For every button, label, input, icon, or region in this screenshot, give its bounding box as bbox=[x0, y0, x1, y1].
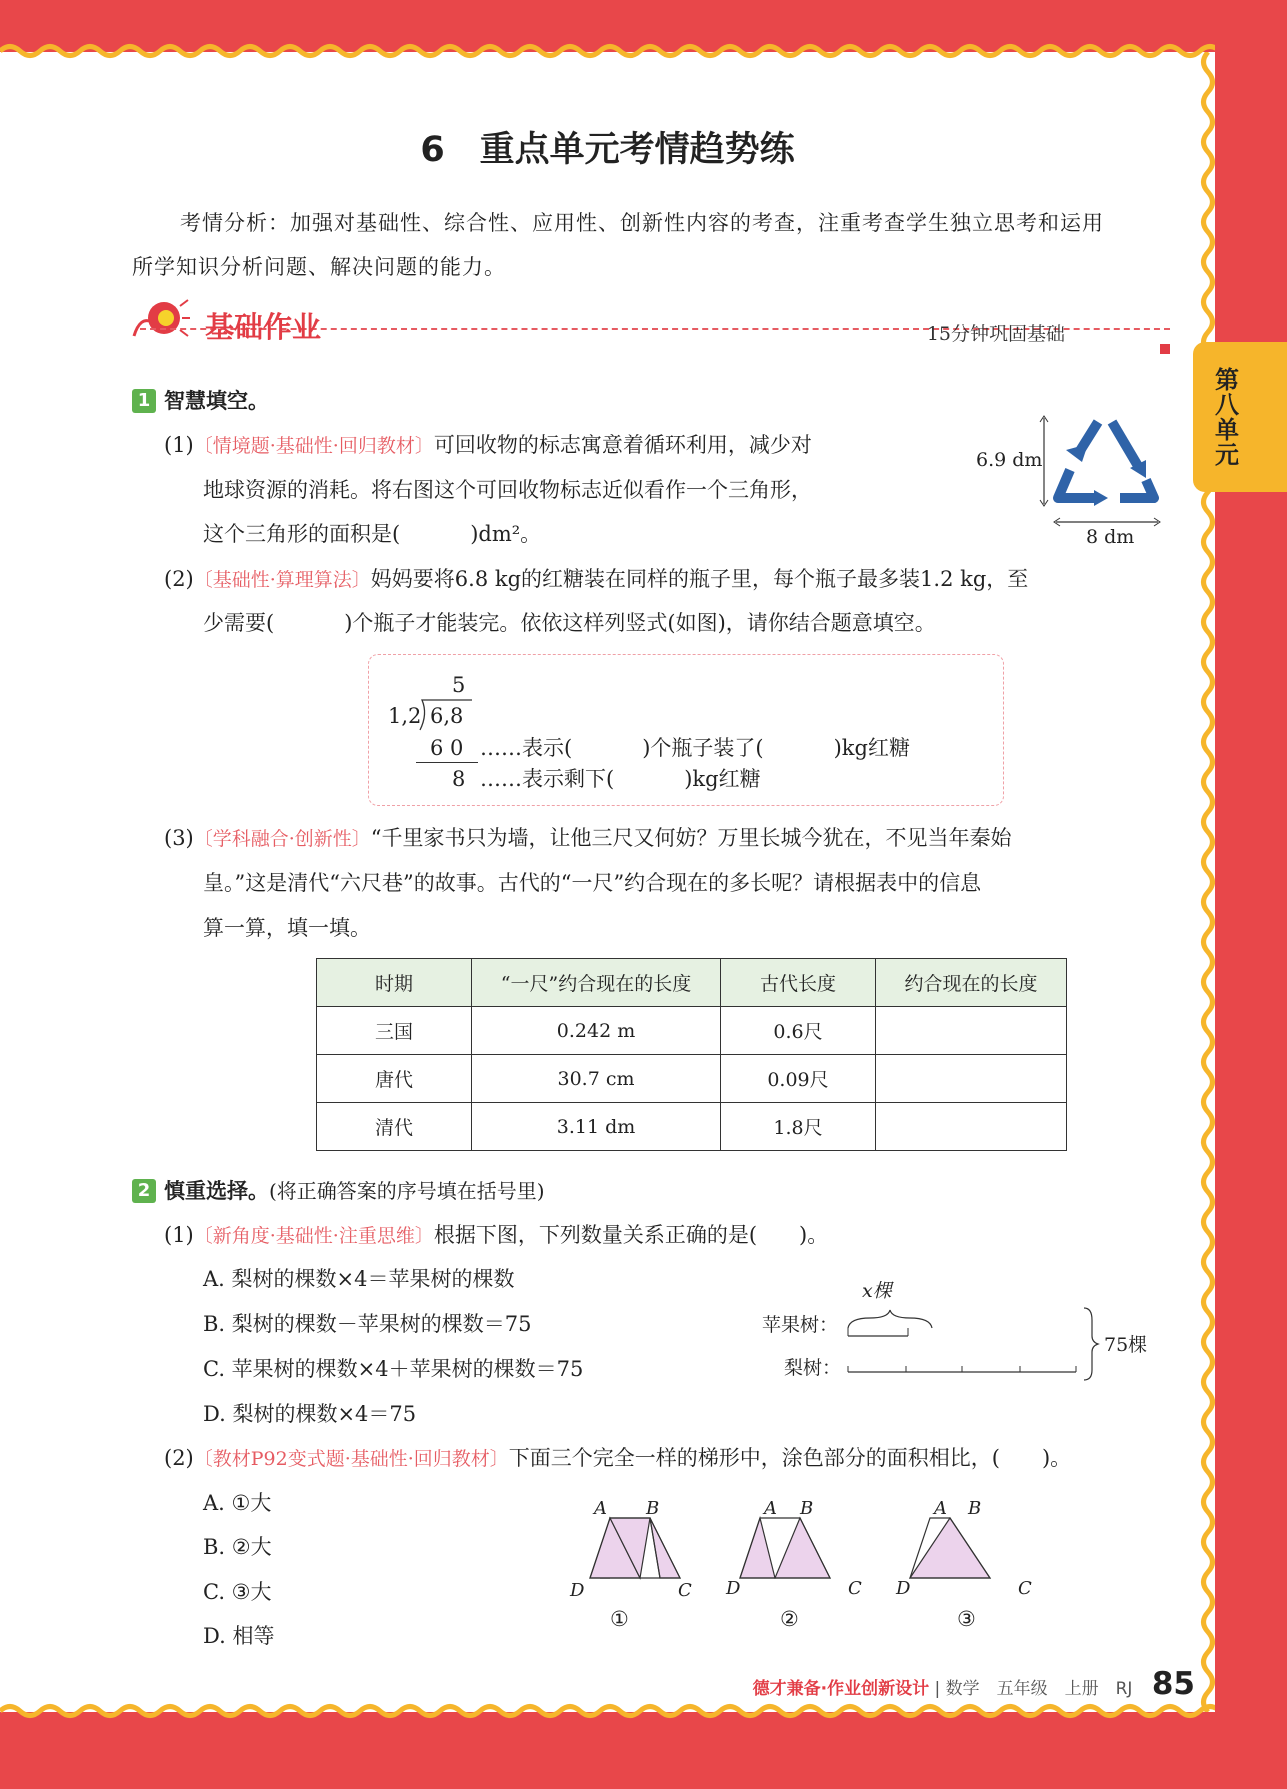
unit-side-tab bbox=[1193, 342, 1287, 492]
q1-3-line1: “千里家书只为墙，让他三尺又何妨？万里长城今犹在，不见当年秦始 bbox=[370, 826, 1012, 850]
table-answer-cell[interactable] bbox=[876, 1055, 1067, 1103]
division-note1-c: )kg红糖 bbox=[833, 736, 910, 760]
q2-1-tag: 〔新角度·基础性·注重思维〕 bbox=[193, 1225, 434, 1247]
ruler-length-table bbox=[316, 958, 1067, 1151]
q1-heading: 智慧填空。 bbox=[164, 389, 269, 413]
table-answer-cell[interactable] bbox=[876, 1103, 1067, 1151]
fig2-vertex-a: A bbox=[764, 1498, 777, 1519]
division-note2-b: )kg红糖 bbox=[684, 767, 761, 791]
fig3-number: ③ bbox=[957, 1607, 976, 1631]
q1-2-tag: 〔基础性·算理算法〕 bbox=[193, 569, 371, 591]
table-cell: 0.09尺 bbox=[721, 1055, 876, 1103]
fig1-vertex-b: B bbox=[646, 1498, 660, 1519]
division-note1-a: ……表示( bbox=[480, 736, 573, 760]
division-note1-b: )个瓶子装了( bbox=[642, 736, 764, 760]
q1-2-label: (2) bbox=[164, 567, 194, 591]
table-header: 约合现在的长度 bbox=[876, 959, 1067, 1007]
section-title: 基础作业 bbox=[205, 310, 322, 344]
q1-2-line1: 妈妈要将6.8 kg的红糖装在同样的瓶子里，每个瓶子最多装1.2 kg，至 bbox=[370, 567, 1029, 591]
page-footer bbox=[753, 1666, 1195, 1702]
q1-1-line1: 可回收物的标志寓意着循环利用，减少对 bbox=[433, 433, 812, 457]
q2-1-option-d[interactable]: D. 梨树的棵数×4＝75 bbox=[203, 1402, 417, 1426]
division-product: 6 0 bbox=[430, 736, 464, 760]
right-wavy-border bbox=[1195, 52, 1221, 1712]
q2-1-label: (1) bbox=[164, 1223, 194, 1247]
division-quotient: 5 bbox=[452, 673, 466, 697]
fig3-vertex-a: A bbox=[934, 1498, 947, 1519]
q2-2-option-d[interactable]: D. 相等 bbox=[203, 1624, 275, 1648]
table-cell: 三国 bbox=[317, 1007, 472, 1055]
table-row bbox=[317, 1007, 1067, 1055]
q1-1-line2: 地球资源的消耗。将右图这个可回收物标志近似看作一个三角形， bbox=[203, 478, 812, 502]
section-bar-end-mark bbox=[1160, 344, 1170, 354]
table-row bbox=[317, 1103, 1067, 1151]
footer-brand: 德才兼备·作业创新设计 bbox=[752, 1679, 930, 1699]
lightbulb-icon bbox=[130, 296, 192, 344]
q2-2-text: 下面三个完全一样的梯形中，涂色部分的面积相比，( )。 bbox=[508, 1446, 1072, 1470]
page-title: 6 重点单元考情趋势练 bbox=[420, 130, 795, 170]
fig3-vertex-b: B bbox=[968, 1498, 982, 1519]
table-header-row bbox=[317, 959, 1067, 1007]
table-cell: 3.11 dm bbox=[472, 1103, 721, 1151]
segment-total-label: 75棵 bbox=[1104, 1334, 1148, 1356]
q2-note: (将正确答案的序号填在括号里) bbox=[269, 1179, 545, 1203]
q2-2-option-c[interactable]: C. ③大 bbox=[203, 1580, 272, 1604]
recycle-height-label: 6.9 dm bbox=[976, 449, 1043, 471]
fig1-vertex-c: C bbox=[678, 1580, 692, 1601]
segment-pear-label: 梨树： bbox=[784, 1357, 842, 1379]
q2-2-option-a[interactable]: A. ①大 bbox=[203, 1491, 272, 1515]
table-cell: 唐代 bbox=[317, 1055, 472, 1103]
table-cell: 30.7 cm bbox=[472, 1055, 721, 1103]
q1-3-line2: 皇。”这是清代“六尺巷”的故事。古代的“一尺”约合现在的多长呢？请根据表中的信息 bbox=[203, 871, 982, 895]
table-cell: 清代 bbox=[317, 1103, 472, 1151]
page-number: 85 bbox=[1151, 1666, 1195, 1702]
footer-info: | 数学 五年级 上册 RJ bbox=[934, 1679, 1133, 1699]
table-cell: 1.8尺 bbox=[721, 1103, 876, 1151]
segment-apple-label: 苹果树： bbox=[762, 1314, 839, 1336]
q1-1-label: (1) bbox=[164, 433, 194, 457]
table-header: 时期 bbox=[317, 959, 472, 1007]
division-dividend: 6,8 bbox=[430, 704, 464, 728]
fig2-vertex-d: D bbox=[726, 1578, 741, 1599]
analysis-line-1: 考情分析：加强对基础性、综合性、应用性、创新性内容的考查，注重考查学生独立思考和运用 bbox=[180, 211, 1104, 235]
table-header: 古代长度 bbox=[721, 959, 876, 1007]
q2-2-label: (2) bbox=[164, 1446, 194, 1470]
division-note2-a: ……表示剩下( bbox=[480, 767, 615, 791]
fig1-number: ① bbox=[610, 1607, 629, 1631]
unit-side-tab-label: 第八单元 bbox=[1210, 367, 1239, 467]
q1-1-line3-post: )dm²。 bbox=[470, 522, 542, 546]
section-time-note: 15分钟巩固基础 bbox=[926, 323, 1065, 345]
analysis-line-2: 所学知识分析问题、解决问题的能力。 bbox=[132, 255, 506, 279]
q1-1-tag: 〔情境题·基础性·回归教材〕 bbox=[193, 435, 434, 457]
fig1-vertex-a: A bbox=[594, 1498, 607, 1519]
q1-2-line2-post: )个瓶子才能装完。依依这样列竖式(如图)，请你结合题意填空。 bbox=[344, 611, 936, 635]
recycle-base-label: 8 dm bbox=[1086, 526, 1135, 548]
table-cell: 0.242 m bbox=[472, 1007, 721, 1055]
q1-1-line3-pre: 这个三角形的面积是( bbox=[203, 522, 401, 546]
q1-number-badge: 1 bbox=[132, 389, 156, 413]
q2-2-tag: 〔教材P92变式题·基础性·回归教材〕 bbox=[193, 1448, 509, 1470]
q1-3-label: (3) bbox=[164, 826, 194, 850]
q2-2-option-b[interactable]: B. ②大 bbox=[203, 1535, 272, 1559]
fig2-number: ② bbox=[780, 1607, 799, 1631]
table-answer-cell[interactable] bbox=[876, 1007, 1067, 1055]
fig2-vertex-c: C bbox=[848, 1578, 862, 1599]
q1-2-line2-pre: 少需要( bbox=[203, 611, 275, 635]
division-bracket bbox=[418, 698, 478, 732]
division-divisor: 1,2 bbox=[388, 704, 422, 728]
table-header: “一尺”约合现在的长度 bbox=[472, 959, 721, 1007]
segment-x-label: x棵 bbox=[862, 1280, 892, 1302]
fig2-vertex-b: B bbox=[800, 1498, 814, 1519]
q2-heading: 慎重选择。 bbox=[164, 1179, 269, 1203]
recycle-triangle-figure bbox=[970, 410, 1170, 550]
top-wavy-border bbox=[0, 42, 1215, 60]
table-row bbox=[317, 1055, 1067, 1103]
q2-1-option-b[interactable]: B. 梨树的棵数－苹果树的棵数＝75 bbox=[203, 1312, 532, 1336]
fig3-vertex-d: D bbox=[896, 1578, 911, 1599]
division-remainder: 8 bbox=[452, 767, 466, 791]
q2-1-text: 根据下图，下列数量关系正确的是( )。 bbox=[433, 1223, 829, 1247]
bottom-wavy-border bbox=[0, 1702, 1215, 1720]
fig3-vertex-c: C bbox=[1018, 1578, 1032, 1599]
q2-1-option-a[interactable]: A. 梨树的棵数×4＝苹果树的棵数 bbox=[203, 1267, 515, 1291]
division-line bbox=[416, 762, 478, 763]
fig1-vertex-d: D bbox=[570, 1580, 585, 1601]
q2-number-badge: 2 bbox=[132, 1179, 156, 1203]
q2-1-option-c[interactable]: C. 苹果树的棵数×4＋苹果树的棵数＝75 bbox=[203, 1357, 584, 1381]
q1-3-line3: 算一算，填一填。 bbox=[203, 916, 371, 940]
q1-3-tag: 〔学科融合·创新性〕 bbox=[193, 828, 371, 850]
segment-diagram bbox=[840, 1300, 1100, 1384]
table-cell: 0.6尺 bbox=[721, 1007, 876, 1055]
